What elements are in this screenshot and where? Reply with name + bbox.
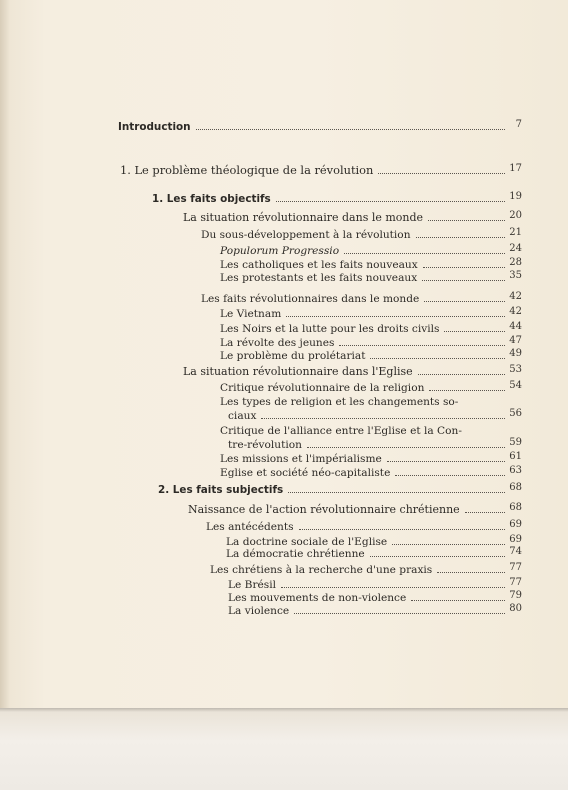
toc-page-number: 35 [509, 270, 522, 281]
toc-label: Les chrétiens à la recherche d'une praxis [210, 564, 433, 576]
dot-leader [288, 492, 505, 493]
dot-leader [307, 447, 505, 448]
toc-entry-chretiens-praxis [210, 563, 522, 577]
dot-leader [418, 374, 505, 375]
toc-page-number: 17 [509, 163, 522, 174]
toc-page-number: 69 [509, 534, 522, 545]
dot-leader [423, 267, 505, 268]
toc-label: Les mouvements de non-violence [228, 592, 407, 604]
dot-leader [437, 572, 505, 573]
toc-label: Le Brésil [228, 579, 277, 591]
toc-label: Le problème du prolétariat [220, 350, 366, 362]
toc-page-number: 19 [509, 191, 522, 202]
toc-page-number: 44 [509, 321, 522, 332]
toc-entry-noirs [220, 322, 522, 336]
toc-entry-jeunes [220, 336, 522, 350]
toc-page-number: 28 [509, 257, 522, 268]
dot-leader [424, 301, 505, 302]
toc-label-continuation: ciaux [228, 410, 257, 422]
toc-page-number: 63 [509, 465, 522, 476]
toc-entry-faits-revolutionnaires [201, 292, 522, 306]
dot-leader [378, 173, 505, 174]
dot-leader [281, 587, 505, 588]
dot-leader [339, 345, 505, 346]
toc-page-number: 77 [509, 577, 522, 588]
toc-label: 1. Le problème théologique de la révolution [120, 163, 374, 177]
toc-label: La révolte des jeunes [220, 337, 335, 349]
toc-entry-antecedents [206, 520, 522, 534]
toc-page-number: 24 [509, 243, 522, 254]
toc-entry-sous-developpement [201, 228, 522, 242]
toc-entry-proletariat [220, 349, 522, 363]
dot-leader [422, 280, 505, 281]
dot-leader [395, 475, 505, 476]
toc-label: Les Noirs et la lutte pour les droits civils [220, 323, 440, 335]
dot-leader [294, 613, 505, 614]
dot-leader [370, 556, 505, 557]
toc-label: La démocratie chrétienne [226, 548, 365, 560]
dot-leader [392, 544, 505, 545]
dot-leader [344, 253, 505, 254]
toc-label: La doctrine sociale de l'Eglise [226, 536, 388, 548]
dot-leader [428, 220, 505, 221]
toc-page-number: 79 [509, 590, 522, 601]
toc-page-number: 68 [509, 502, 522, 513]
toc-entry-missions [220, 452, 522, 466]
toc-label: Le Vietnam [220, 308, 282, 320]
toc-entry-section-1-2 [158, 483, 522, 497]
dot-leader [416, 237, 505, 238]
toc-page-number: 54 [509, 380, 522, 391]
toc-label: Les missions et l'impérialisme [220, 453, 382, 465]
dot-leader [387, 461, 505, 462]
toc-entry-part-1 [120, 163, 522, 177]
toc-page-number: 77 [509, 562, 522, 573]
toc-label: 1. Les faits objectifs [152, 193, 271, 205]
dot-leader [444, 331, 505, 332]
toc-entry-catholiques [220, 258, 522, 272]
toc-label: Naissance de l'action révolutionnaire chrétienne [188, 503, 460, 516]
toc-page-number: 53 [509, 364, 522, 375]
toc-label: Les antécédents [206, 521, 294, 533]
toc-label: La situation révolutionnaire dans l'Eglise [183, 365, 413, 378]
toc-entry-non-violence [228, 591, 522, 605]
toc-label: Populorum Progressio [220, 245, 340, 257]
toc-entry-naissance [188, 503, 522, 517]
toc-page-number: 59 [509, 437, 522, 448]
toc-entry-section-1-1 [152, 192, 522, 206]
toc-entry-types-religion-line1 [220, 395, 458, 409]
dot-leader [276, 201, 505, 202]
toc-entry-vietnam [220, 307, 522, 321]
toc-entry-critique-alliance-line2 [228, 438, 522, 452]
toc-page-number: 20 [509, 210, 522, 221]
toc-page-number: 80 [509, 603, 522, 614]
toc-page-number: 74 [509, 546, 522, 557]
dot-leader [370, 358, 505, 359]
dot-leader [286, 316, 505, 317]
dot-leader [429, 390, 505, 391]
toc-label: Du sous-développement à la révolution [201, 229, 411, 241]
toc-page-number: 7 [515, 119, 522, 130]
toc-entry-eglise-societe [220, 466, 522, 480]
toc-label: Les protestants et les faits nouveaux [220, 272, 418, 284]
toc-entry-critique-religion [220, 381, 522, 395]
toc-page-number: 69 [509, 519, 522, 530]
toc-label: Les faits révolutionnaires dans le monde [201, 293, 420, 305]
toc-label: 2. Les faits subjectifs [158, 484, 284, 496]
toc-entry-protestants [220, 271, 522, 285]
toc-entry-situation-eglise [183, 365, 522, 379]
toc-label: Introduction [118, 121, 191, 133]
toc-page-number: 56 [509, 408, 522, 419]
toc-page-number: 42 [509, 291, 522, 302]
toc-label: Eglise et société néo-capitaliste [220, 467, 391, 479]
dot-leader [465, 512, 505, 513]
toc-label-continuation: tre-révolution [228, 439, 302, 451]
toc-label: Les types de religion et les changements so- [220, 396, 459, 408]
toc-entry-populorum [220, 244, 522, 258]
toc-entry-bresil [228, 578, 522, 592]
toc-page-number: 68 [509, 482, 522, 493]
toc-page-number: 61 [509, 451, 522, 462]
toc-label: La violence [228, 605, 290, 617]
toc-page-number: 42 [509, 306, 522, 317]
background-page [0, 708, 568, 790]
toc-entry-violence [228, 604, 522, 618]
toc-page-number: 47 [509, 335, 522, 346]
toc-entry-types-religion-line2 [228, 409, 522, 423]
toc-label: Les catholiques et les faits nouveaux [220, 259, 418, 271]
toc-page-number: 49 [509, 348, 522, 359]
toc-entry-democratie [226, 547, 522, 561]
toc-entry-situation-monde [183, 211, 522, 225]
toc-label: La situation révolutionnaire dans le monde [183, 211, 424, 224]
toc-page-number: 21 [509, 227, 522, 238]
dot-leader [196, 129, 505, 130]
dot-leader [411, 600, 505, 601]
dot-leader [261, 418, 505, 419]
toc-entry-critique-alliance-line1 [220, 424, 462, 438]
toc-entry-introduction [118, 120, 522, 134]
toc-label: Critique de l'alliance entre l'Eglise et la Con- [220, 425, 462, 437]
toc-label: Critique révolutionnaire de la religion [220, 382, 425, 394]
dot-leader [299, 529, 505, 530]
